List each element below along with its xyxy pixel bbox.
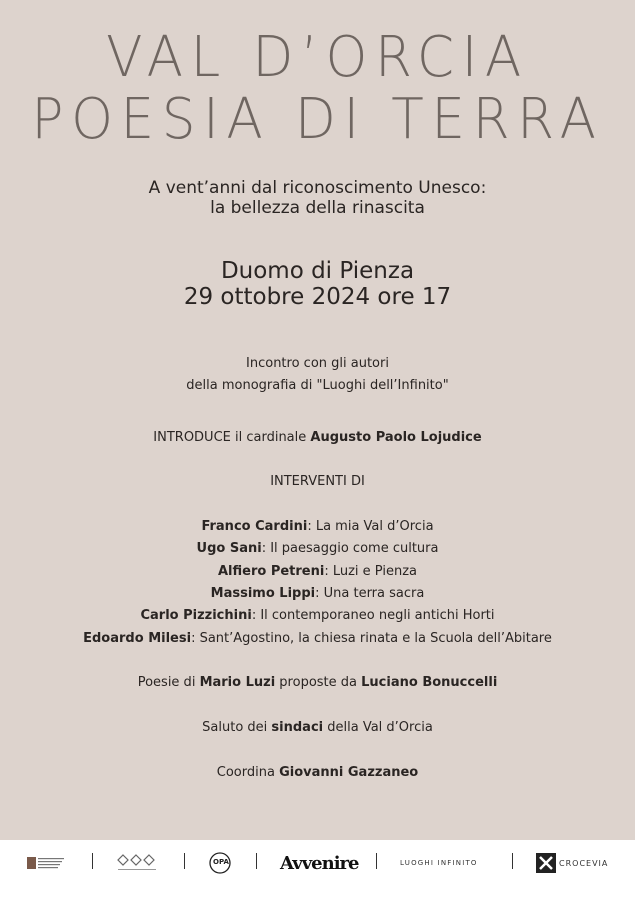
title-line-2: POESIA DI TERRA	[31, 87, 604, 152]
speaker-row	[0, 518, 635, 536]
footer-divider	[512, 853, 513, 869]
university-logo	[26, 852, 66, 874]
poet-name: Mario Luzi	[199, 675, 276, 690]
crest-icon	[26, 853, 66, 873]
opa-logo-text: OPA	[213, 858, 229, 866]
avvenire-logo	[280, 852, 358, 874]
speaker-topic: : Sant’Agostino, la chiesa rinata e la Scuola dell’Abitare	[191, 631, 552, 646]
footer-divider	[376, 853, 377, 869]
subtitle-line-1: A vent’anni dal riconoscimento Unesco:	[148, 178, 487, 198]
coordina-text: Coordina	[216, 765, 280, 780]
saluto-text: della Val d’Orcia	[323, 720, 433, 735]
coordina-name: Giovanni Gazzaneo	[279, 765, 419, 780]
footer-divider	[184, 853, 185, 869]
introduce-name: Augusto Paolo Lojudice	[310, 430, 482, 445]
avvenire-logo-text: Avvenire	[280, 852, 359, 874]
reader-name: Luciano Bonuccelli	[361, 675, 498, 690]
diocese-logo	[116, 852, 160, 874]
opa-logo	[208, 852, 232, 874]
luoghi-logo-text: LUOGHI INFINITO	[400, 859, 478, 867]
saluto-bold: sindaci	[271, 720, 324, 735]
diamonds-icon	[116, 853, 160, 873]
poesie-text: Poesie di	[137, 675, 200, 690]
subtitle-line-2: la bellezza della rinascita	[210, 198, 425, 218]
poesie-line	[0, 674, 635, 692]
speaker-row	[0, 563, 635, 581]
speaker-name: Ugo Sani	[196, 541, 262, 556]
speaker-name: Franco Cardini	[201, 519, 308, 534]
speaker-row	[0, 607, 635, 625]
speaker-topic: : Luzi e Pienza	[324, 564, 417, 579]
speaker-name: Alfiero Petreni	[217, 564, 325, 579]
speaker-topic: : Il contemporaneo negli antichi Horti	[251, 608, 495, 623]
speaker-row	[0, 540, 635, 558]
speaker-name: Massimo Lippi	[210, 586, 316, 601]
intro-line-2: della monografia di "Luoghi dell’Infinito"	[186, 378, 449, 393]
saluto-text: Saluto dei	[202, 720, 272, 735]
saluto-line	[0, 719, 635, 737]
coordina-line	[0, 764, 635, 782]
poesie-text: proposte da	[275, 675, 362, 690]
speaker-name: Carlo Pizzichini	[140, 608, 252, 623]
speaker-topic: : Una terra sacra	[315, 586, 425, 601]
speaker-row	[0, 585, 635, 603]
luoghi-logo	[400, 852, 478, 874]
speaker-row	[0, 630, 635, 648]
speaker-topic: : Il paesaggio come cultura	[261, 541, 439, 556]
title-line-1: VAL D’ORCIA	[106, 25, 529, 90]
intro-line-1: Incontro con gli autori	[246, 356, 389, 371]
footer-divider	[92, 853, 93, 869]
sponsor-footer	[0, 840, 635, 902]
speaker-topic: : La mia Val d’Orcia	[307, 519, 434, 534]
introduce-prefix: INTRODUCE il cardinale	[153, 430, 311, 445]
footer-divider	[256, 853, 257, 869]
crocevia-logo	[536, 852, 608, 874]
venue-datetime: 29 ottobre 2024 ore 17	[183, 284, 452, 310]
speaker-name: Edoardo Milesi	[83, 631, 192, 646]
crocevia-logo-text: CROCEVIA	[559, 858, 609, 868]
interventi-heading: INTERVENTI DI	[270, 474, 365, 489]
crocevia-mark-icon	[536, 853, 556, 873]
venue-place: Duomo di Pienza	[220, 258, 415, 284]
introduce-line	[0, 429, 635, 447]
